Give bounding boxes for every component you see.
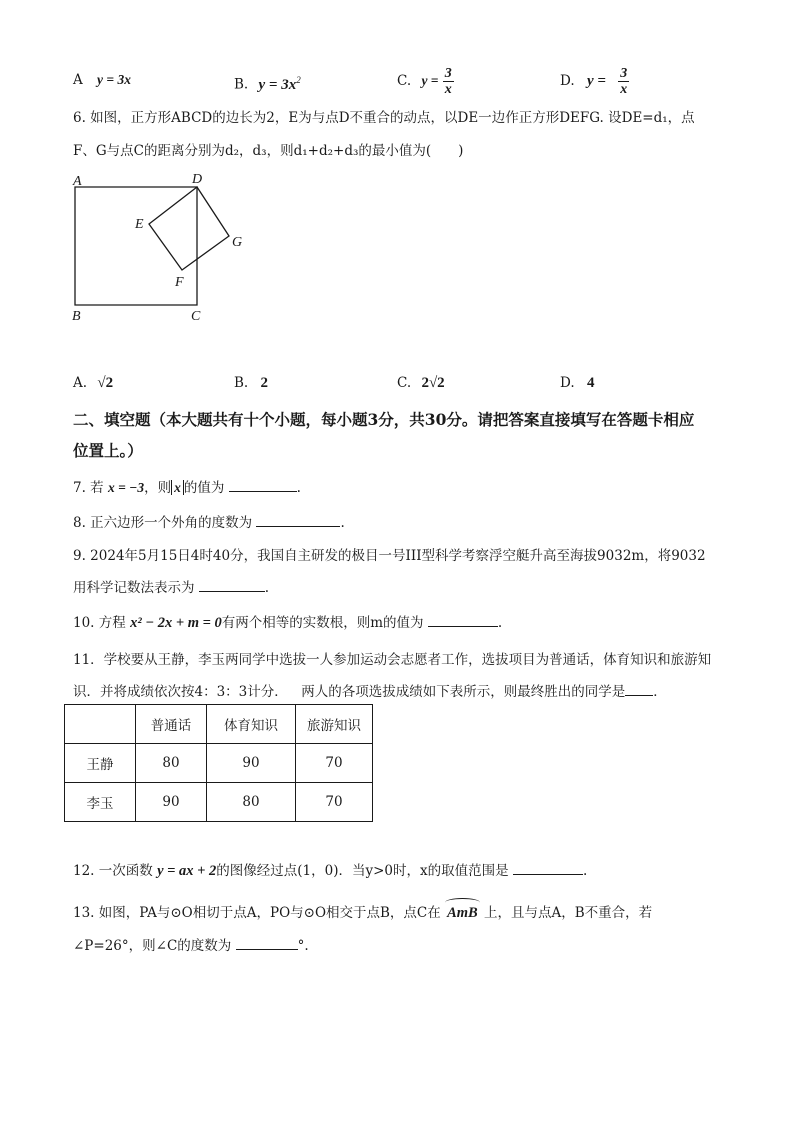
- q10-answer-blank[interactable]: [428, 613, 498, 627]
- q9-line1: 9. 2024年5月15日4时40分，我国自主研发的极目一号III型科学考察浮空艇升高至海拔9032m，将9032: [73, 548, 706, 564]
- q7-condition: x = −3: [107, 480, 145, 495]
- q13-line1-b: 上，且与点A，B不重合，若: [483, 905, 653, 921]
- q10-equation: x² − 2x + m = 0: [130, 615, 222, 631]
- q10-prefix: 10. 方程: [73, 615, 126, 631]
- q9-line2: [73, 578, 269, 598]
- q12-answer-blank[interactable]: [513, 861, 583, 875]
- q11-answer-blank[interactable]: [625, 682, 653, 696]
- table-cell: 70: [296, 783, 373, 822]
- q8: [73, 513, 345, 533]
- q13-line1: [73, 903, 652, 923]
- q10-suffix: 有两个相等的实数根，则m的值为: [221, 615, 424, 631]
- q6-stem-line1: 6. 如图，正方形ABCD的边长为2，E为与点D不重合的动点，以DE一边作正方形DEFG. 设DE=d₁，点: [73, 110, 695, 126]
- table-header-cell: 体育知识: [207, 705, 296, 744]
- square-defg: [149, 187, 229, 270]
- q6-option-d-value: 4: [586, 375, 595, 391]
- q7-end: .: [296, 480, 301, 496]
- q5-option-a: [73, 70, 131, 90]
- label-c: C: [191, 309, 201, 324]
- table-row: [65, 744, 373, 783]
- q10: [73, 613, 502, 633]
- q11-line2: [73, 682, 667, 702]
- label-b: B: [72, 309, 81, 324]
- table-header-cell: [65, 705, 136, 744]
- q6-option-b-value: 2: [260, 375, 269, 391]
- q6-option-c: [397, 373, 445, 393]
- table-cell: 90: [136, 783, 207, 822]
- q13-line2: [73, 936, 309, 956]
- table-cell: 王静: [65, 744, 136, 783]
- q7-suffix: 的值为: [183, 480, 225, 496]
- q5-option-d-num: 3: [620, 66, 628, 81]
- q5-option-d: [560, 66, 629, 97]
- section2-heading-line2: 位置上。）: [73, 441, 143, 460]
- q5-option-b-exp: 2: [296, 75, 301, 85]
- q6-option-c-label: C.: [397, 375, 412, 391]
- q13-line1-a: 13. 如图，PA与⊙O相切于点A，PO与⊙O相交于点B，点C在: [73, 905, 441, 921]
- q13-arc-amb: [445, 903, 480, 923]
- table-header-row: [65, 705, 373, 744]
- q12-prefix: 12. 一次函数: [73, 863, 153, 879]
- q13-line2-text: ∠P=26°，则∠C的度数为: [73, 938, 232, 954]
- table-cell: 80: [136, 744, 207, 783]
- q9-answer-blank[interactable]: [199, 578, 265, 592]
- q5-option-a-expr: y = 3x: [97, 72, 131, 87]
- q7-mid: ，则: [144, 480, 172, 496]
- q12-suffix: 的图像经过点(1，0)．当y>0时，x的取值范围是: [216, 863, 509, 879]
- section2-heading-line1: 二、填空题（本大题共有十个小题，每小题3分，共30分。请把答案直接填写在答题卡相应: [73, 410, 695, 429]
- q13-answer-blank[interactable]: [236, 936, 298, 950]
- q7-answer-blank[interactable]: [229, 478, 297, 492]
- table-cell: 80: [207, 783, 296, 822]
- q6-option-d: [560, 373, 594, 393]
- table-cell: 李玉: [65, 783, 136, 822]
- q11-end: ．: [653, 684, 667, 700]
- q6-option-a-label: A.: [73, 375, 88, 391]
- q13-arc-text: AmB: [447, 905, 478, 921]
- table-cell: 90: [207, 744, 296, 783]
- q5-option-c-lhs: y =: [421, 73, 439, 88]
- table-header-cell: 旅游知识: [296, 705, 373, 744]
- q5-option-d-lhs: y =: [586, 73, 606, 89]
- q7-abs-x: x: [171, 480, 184, 495]
- q7: [73, 478, 301, 498]
- label-g: G: [232, 235, 243, 250]
- q9-line2-text: 用科学记数法表示为: [73, 580, 195, 596]
- q5-option-d-label: D.: [560, 73, 575, 89]
- q6-option-b: [234, 373, 268, 393]
- q8-answer-blank[interactable]: [256, 513, 340, 527]
- q6-figure: [60, 168, 260, 328]
- q12: [73, 861, 587, 881]
- q9-end: .: [264, 580, 270, 596]
- label-f: F: [175, 275, 184, 290]
- q13-arc-symbol: [445, 898, 480, 907]
- q8-text: 8. 正六边形一个外角的度数为: [73, 515, 253, 531]
- q5-option-b-label: B.: [234, 76, 249, 93]
- q5-option-b: [234, 70, 301, 95]
- q5-option-c-den: x: [444, 82, 452, 97]
- q13-end: °.: [297, 938, 309, 954]
- q6-stem-line2: F、G与点C的距离分别为d₂，d₃，则d₁+d₂+d₃的最小值为( ): [73, 143, 464, 159]
- q6-option-d-label: D.: [560, 375, 575, 391]
- table-cell: 70: [296, 744, 373, 783]
- label-a: A: [73, 174, 82, 189]
- label-e: E: [135, 217, 144, 232]
- q11-line2-text: 识．并将成绩依次按4：3：3计分． 两人的各项选拔成绩如下表所示，则最终胜出的同学是: [73, 684, 626, 700]
- q5-option-a-label: A: [73, 72, 83, 88]
- table-row: [65, 783, 373, 822]
- q5-option-c-fraction: [443, 66, 454, 97]
- q6-option-a: [73, 373, 113, 393]
- q6-option-c-value: 2√2: [421, 375, 445, 391]
- q8-end: .: [340, 515, 345, 531]
- q5-option-c: [397, 66, 454, 97]
- q11-score-table: [64, 704, 373, 822]
- q11-line1: 11．学校要从王静，李玉两同学中选拔一人参加运动会志愿者工作，选拔项目为普通话，体育知识和旅游知: [73, 652, 712, 668]
- table-header-cell: 普通话: [136, 705, 207, 744]
- q5-option-d-den: x: [620, 82, 628, 97]
- q12-end: .: [582, 863, 588, 879]
- q5-option-c-label: C.: [397, 73, 412, 89]
- q5-option-d-fraction: [618, 66, 629, 97]
- label-d: D: [192, 172, 203, 187]
- q12-equation: y = ax + 2: [157, 863, 217, 879]
- q6-option-a-value: √2: [97, 375, 114, 391]
- q5-option-c-num: 3: [444, 66, 452, 81]
- q7-prefix: 7. 若: [73, 480, 104, 496]
- q6-option-b-label: B.: [234, 375, 249, 391]
- q10-end: .: [497, 615, 503, 631]
- q5-option-b-expr: y = 3x: [258, 76, 297, 93]
